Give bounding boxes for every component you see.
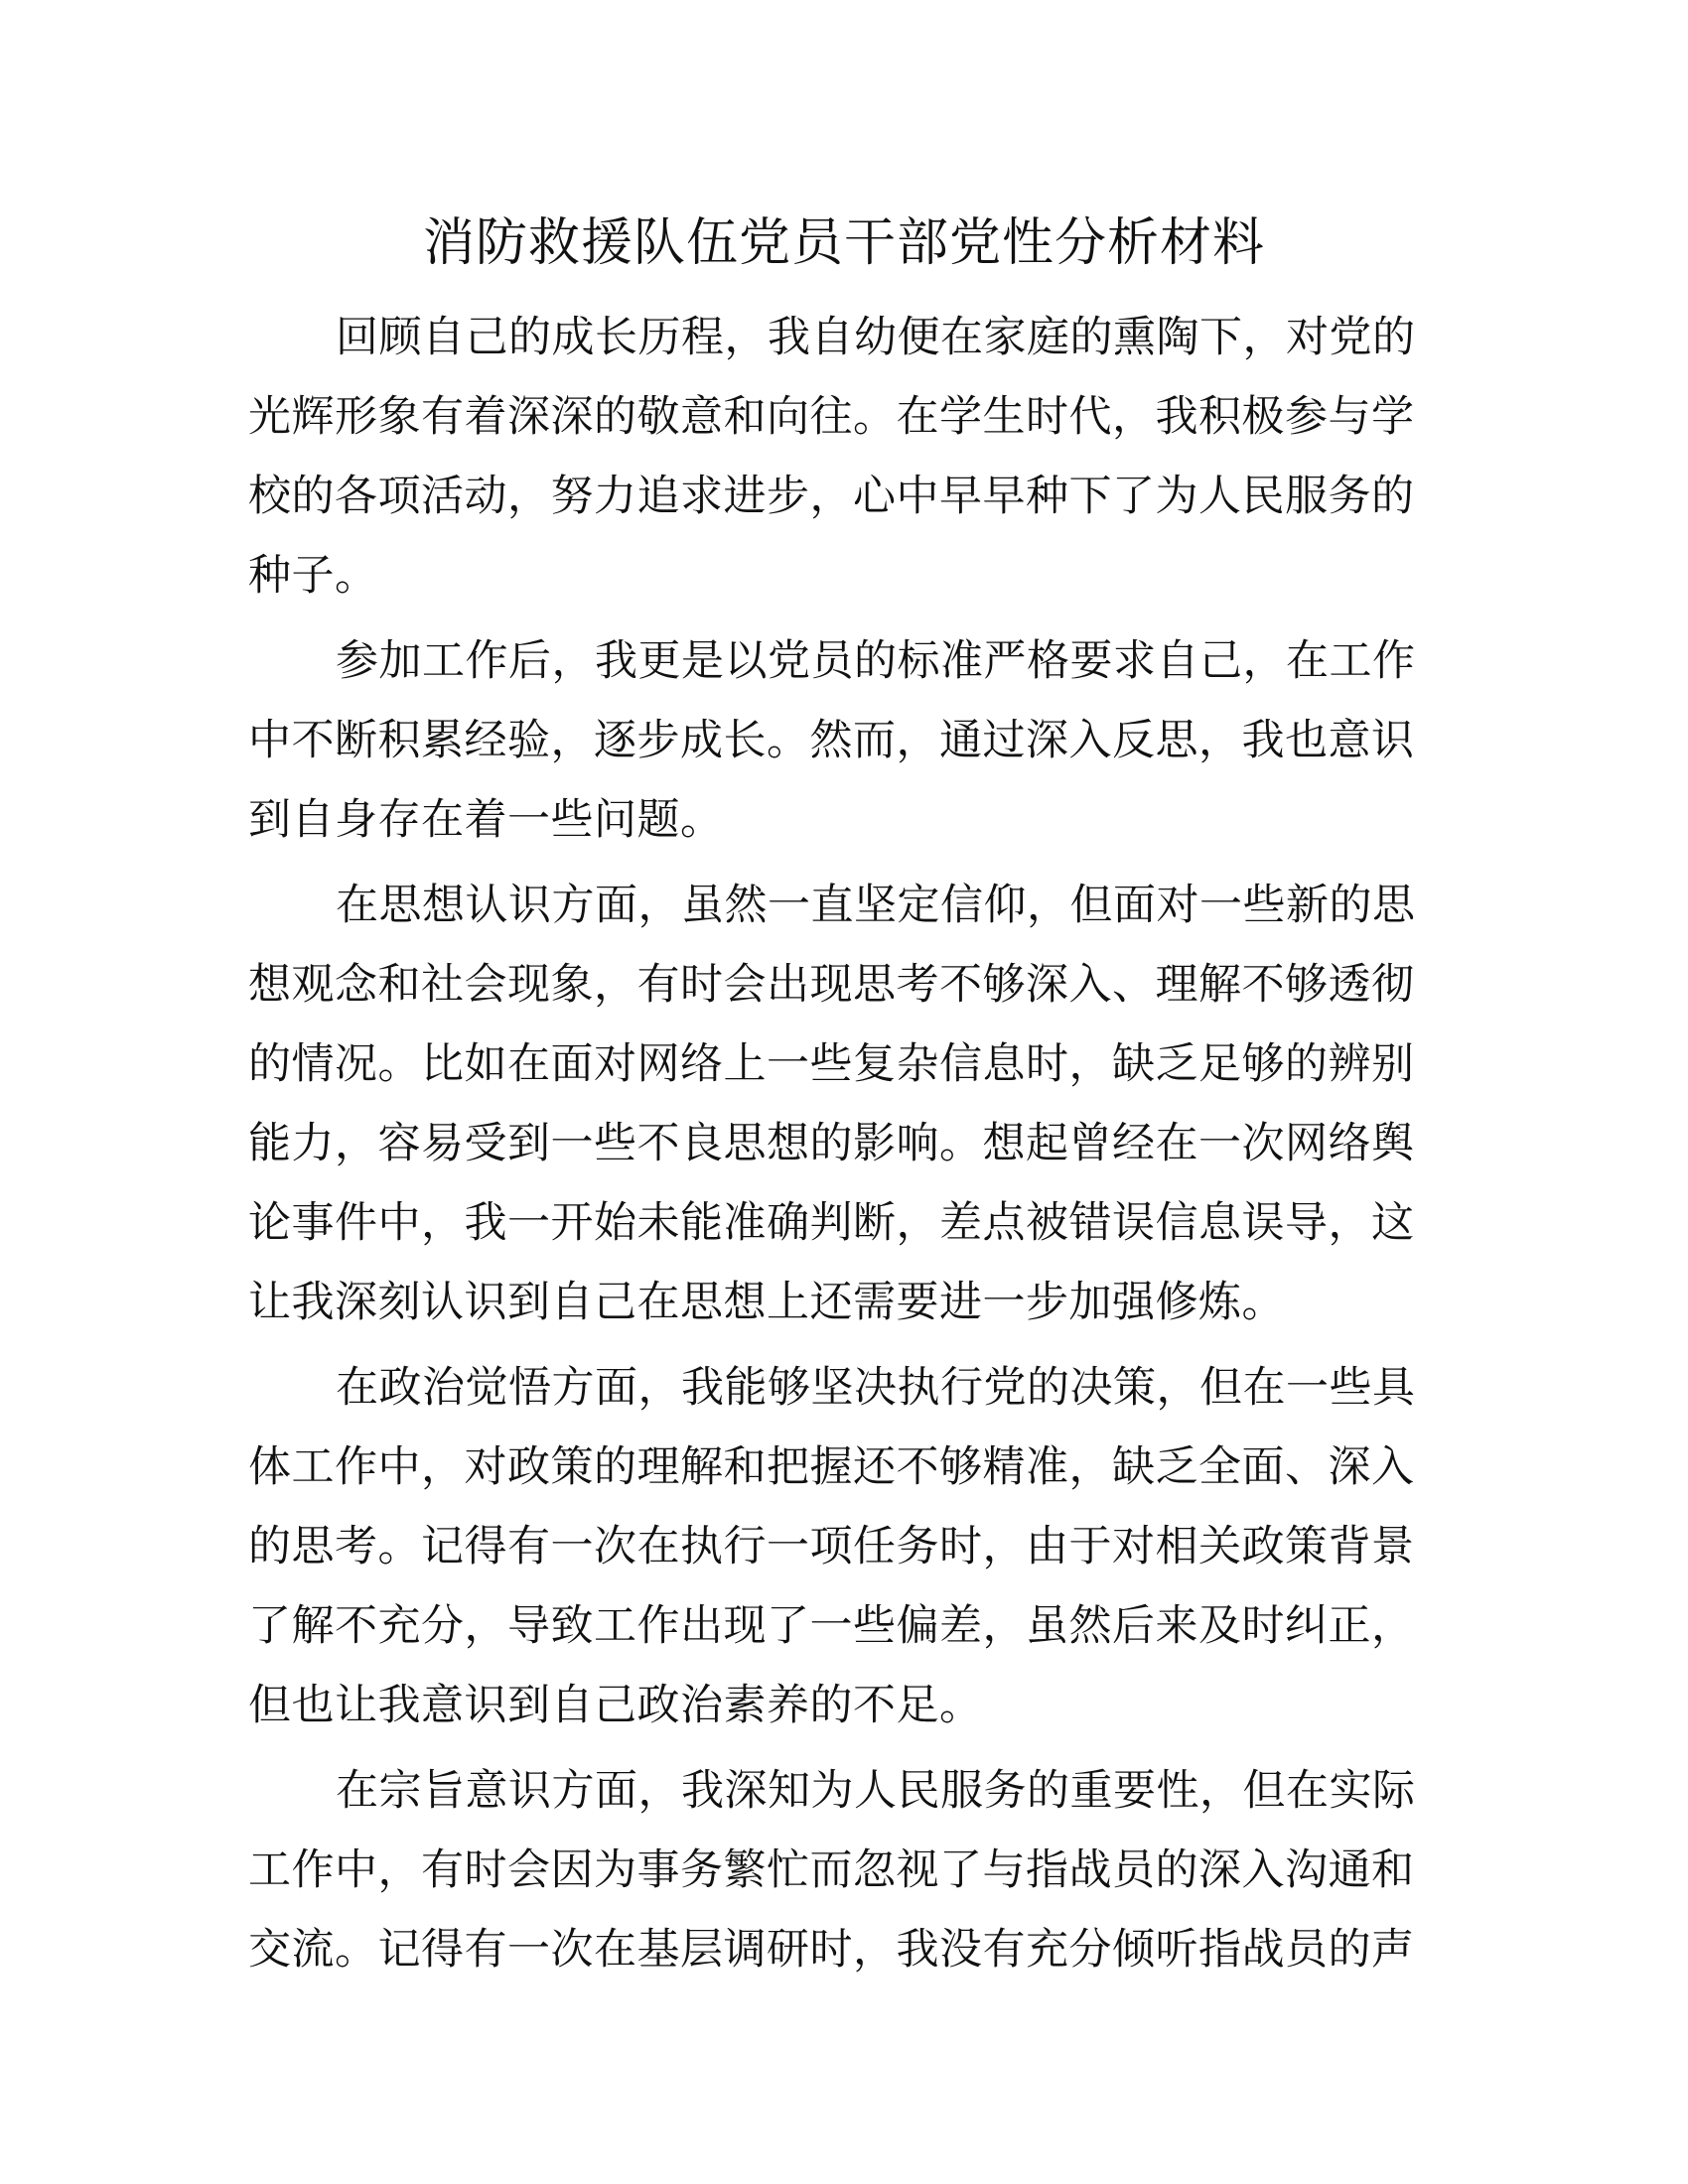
- paragraph-line: 但也让我意识到自己政治素养的不足。: [248, 1681, 983, 1730]
- paragraph-line: 参加工作后，我更是以党员的标准严格要求自己，在工作: [336, 636, 1416, 686]
- paragraph-4: [248, 1348, 1440, 1745]
- paragraph-line: 论事件中，我一开始未能准确判断，差点被错误信息误导，这: [248, 1198, 1415, 1248]
- paragraph-5: [248, 1751, 1440, 1989]
- paragraph-line: 的思考。记得有一次在执行一项任务时，由于对相关政策背景: [248, 1522, 1415, 1571]
- paragraph-line: 中不断积累经验，逐步成长。然而，通过深入反思，我也意识: [248, 716, 1415, 765]
- document-title: 消防救援队伍党员干部党性分析材料: [422, 213, 1265, 273]
- paragraph-3: [248, 866, 1440, 1342]
- paragraph-line: 想观念和社会现象，有时会出现思考不够深入、理解不够透彻: [248, 960, 1415, 1010]
- paragraph-line: 的情况。比如在面对网络上一些复杂信息时，缺乏足够的辨别: [248, 1039, 1415, 1089]
- paragraph-line: 工作中，有时会因为事务繁忙而忽视了与指战员的深入沟通和: [248, 1845, 1415, 1895]
- paragraph-line: 交流。记得有一次在基层调研时，我没有充分倾听指战员的声: [248, 1925, 1415, 1975]
- paragraph-line: 在宗旨意识方面，我深知为人民服务的重要性，但在实际: [336, 1766, 1416, 1816]
- paragraph-1: [248, 298, 1440, 615]
- paragraph-line: 光辉形象有着深深的敬意和向往。在学生时代，我积极参与学: [248, 392, 1415, 442]
- paragraph-line: 体工作中，对政策的理解和把握还不够精准，缺乏全面、深入: [248, 1442, 1415, 1492]
- paragraph-line: 回顾自己的成长历程，我自幼便在家庭的熏陶下，对党的: [336, 313, 1416, 362]
- paragraph-line: 让我深刻认识到自己在思想上还需要进一步加强修炼。: [248, 1278, 1285, 1327]
- paragraph-line: 在思想认识方面，虽然一直坚定信仰，但面对一些新的思: [336, 881, 1416, 930]
- paragraph-line: 种子。: [248, 551, 378, 601]
- paragraph-line: 在政治觉悟方面，我能够坚决执行党的决策，但在一些具: [336, 1363, 1416, 1413]
- paragraph-line: 校的各项活动，努力追求进步，心中早早种下了为人民服务的: [248, 472, 1415, 521]
- paragraph-line: 能力，容易受到一些不良思想的影响。想起曾经在一次网络舆: [248, 1119, 1415, 1168]
- paragraph-line: 了解不充分，导致工作出现了一些偏差，虽然后来及时纠正，: [248, 1601, 1415, 1651]
- document-body: [248, 298, 1440, 1995]
- paragraph-2: [248, 621, 1440, 860]
- paragraph-line: 到自身存在着一些问题。: [248, 795, 724, 845]
